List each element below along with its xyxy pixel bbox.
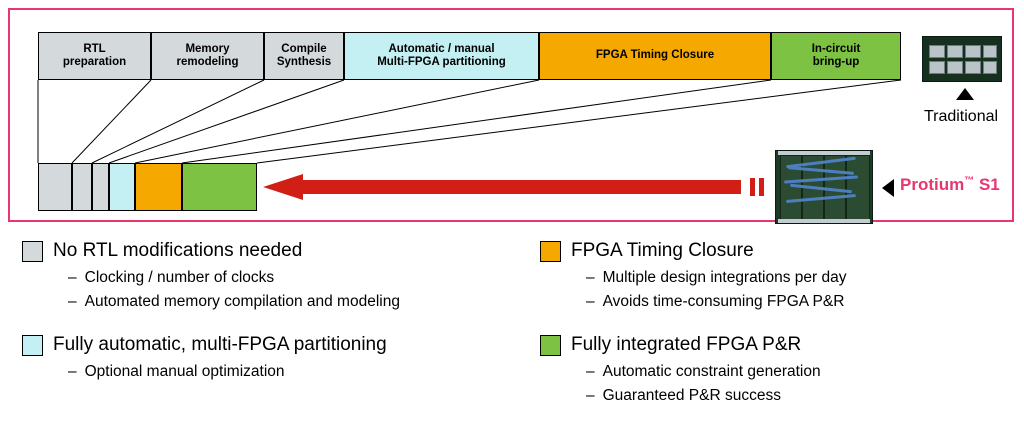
legend: [0, 240, 1024, 446]
protium-model: S1: [978, 175, 1000, 194]
diagram-frame: [8, 8, 1014, 222]
bullet-dash-icon: –: [586, 363, 595, 381]
flow-stage-label: RTL: [83, 42, 106, 55]
flow-stage-1: [151, 32, 264, 80]
flow-stage-label: preparation: [62, 56, 127, 68]
bullet-dash-icon: –: [586, 387, 595, 405]
flow-stage-label: Compile: [281, 42, 327, 55]
flow-stage-0: [38, 32, 151, 80]
flow-stage-label: In-circuit: [811, 42, 861, 55]
legend-bullet-text: Avoids time-consuming FPGA P&R: [602, 293, 845, 311]
legend-item-header: [22, 240, 522, 262]
protium-stage-5: [182, 163, 257, 211]
flow-stage-label: bring-up: [812, 56, 860, 68]
flow-stage-label: Multi-FPGA partitioning: [377, 56, 506, 68]
flow-stage-text: [596, 49, 714, 62]
flow-stage-text: [277, 43, 331, 69]
legend-bullet-text: Multiple design integrations per day: [602, 269, 847, 286]
legend-bullet-list: [586, 360, 1024, 408]
legend-bullet-text: Guaranteed P&R success: [602, 387, 781, 405]
flow-stage-2: [264, 32, 344, 80]
flow-stage-3: [344, 32, 539, 80]
protium-flow-bar: [38, 163, 257, 211]
legend-bullet-list: [68, 266, 522, 314]
legend-color-swatch: [22, 335, 43, 356]
bullet-dash-icon: –: [68, 269, 77, 286]
legend-item: [540, 240, 1024, 314]
legend-color-swatch: [22, 241, 43, 262]
flow-stage-label: remodeling: [176, 56, 239, 68]
legend-bullet: [586, 360, 1024, 384]
protium-stage-3: [109, 163, 135, 211]
flow-stage-label: Automatic / manual: [388, 42, 495, 55]
bullet-dash-icon: –: [68, 363, 77, 381]
legend-bullet-text: Optional manual optimization: [84, 363, 285, 381]
fpga-board-small-image: [922, 36, 1002, 82]
legend-bullet: [68, 290, 522, 314]
legend-bullet: [68, 360, 522, 384]
protium-stage-4: [135, 163, 182, 211]
legend-color-swatch: [540, 335, 561, 356]
protium-s1-chassis-image: [775, 150, 873, 224]
legend-bullet: [586, 384, 1024, 408]
legend-bullet-text: Clocking / number of clocks: [84, 269, 275, 286]
legend-item-header: [540, 334, 1024, 356]
legend-bullet-list: [586, 266, 1024, 314]
protium-stage-2: [92, 163, 109, 211]
flow-stage-text: [63, 43, 126, 69]
bullet-dash-icon: –: [586, 293, 595, 311]
protium-stage-0: [38, 163, 72, 211]
protium-label: [900, 175, 1000, 195]
bullet-dash-icon: –: [586, 269, 595, 286]
flow-stage-label: Memory: [185, 42, 230, 55]
legend-bullet-text: Automated memory compilation and modeling: [84, 293, 400, 311]
flow-stage-text: [812, 43, 861, 69]
traditional-label: Traditional: [923, 108, 999, 125]
legend-item: [22, 240, 522, 314]
legend-item-title: Fully integrated FPGA P&R: [571, 334, 802, 356]
flow-stage-text: [177, 43, 239, 69]
traditional-flow-bar: [38, 32, 901, 80]
legend-color-swatch: [540, 241, 561, 262]
legend-bullet: [586, 266, 1024, 290]
legend-item-header: [22, 334, 522, 356]
legend-item-header: [540, 240, 1024, 262]
legend-item: [540, 334, 1024, 408]
traditional-pointer-icon: [956, 88, 974, 100]
compression-arrow: [263, 174, 768, 200]
flow-stage-4: [539, 32, 771, 80]
protium-stage-1: [72, 163, 92, 211]
flow-stage-5: [771, 32, 901, 80]
legend-bullet: [586, 290, 1024, 314]
legend-bullet-list: [68, 360, 522, 384]
legend-bullet-text: Automatic constraint generation: [602, 363, 821, 381]
legend-item-title: Fully automatic, multi-FPGA partitioning: [53, 334, 387, 356]
flow-stage-label: Synthesis: [276, 56, 332, 68]
trademark-icon: ™: [964, 175, 975, 187]
protium-name: Protium: [900, 175, 965, 194]
legend-bullet: [68, 266, 522, 290]
legend-item-title: No RTL modifications needed: [53, 240, 303, 261]
legend-item-title: FPGA Timing Closure: [571, 240, 754, 261]
protium-pointer-icon: [882, 179, 894, 197]
legend-item: [22, 334, 522, 384]
flow-stage-label: FPGA Timing Closure: [595, 49, 715, 62]
bullet-dash-icon: –: [68, 293, 77, 311]
legend-column-right: [540, 240, 1024, 428]
flow-stage-text: [377, 43, 506, 69]
legend-column-left: [22, 240, 522, 404]
